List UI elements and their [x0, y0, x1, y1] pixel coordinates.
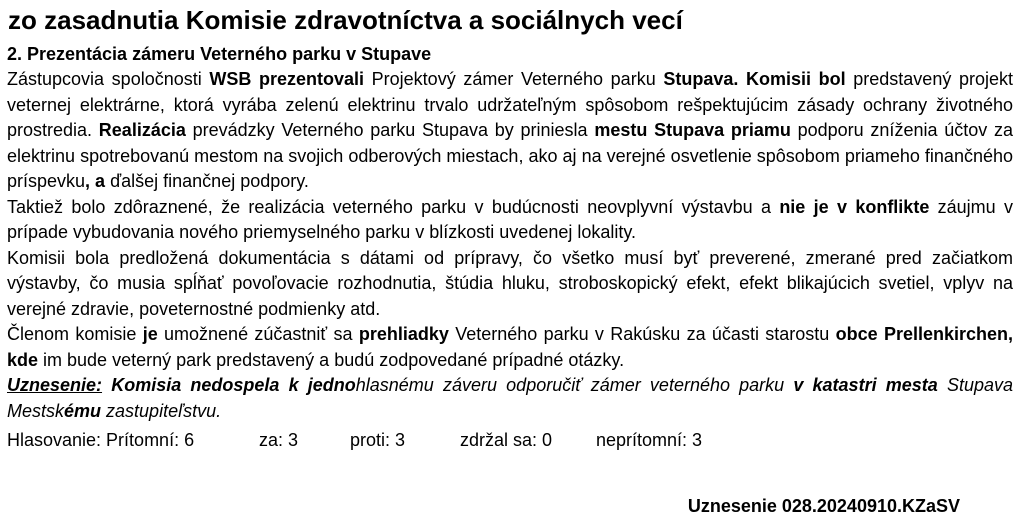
text-run-bold: obce Prellenkirchen, kde — [7, 324, 1013, 370]
text-run: záujmu v prípade vybudovania nového priemyselného parku v blízkosti uvedenej lokality. — [7, 196, 1014, 242]
vote-for: za: 3 — [259, 430, 299, 450]
document-heading: zo zasadnutia Komisie zdravotníctva a sociálnych vecí — [8, 5, 683, 35]
resolution-label: Uznesenie: — [7, 375, 103, 395]
vote-abstain: zdržal sa: 0 — [460, 430, 553, 450]
text-run-bold: nie je v konflikte — [779, 196, 930, 217]
text-run: predstavený projekt veternej elektrárne, ktorá vyrába zelenú elektrinu trvalo udržateľným spôsobom rešpektujúcim zásady ochrany životného prostredia. — [7, 69, 1013, 140]
text-run-bold: mestu Stupava priamu — [594, 120, 791, 140]
text-run-bold: Realizácia — [98, 120, 186, 140]
text-run-bold: ému — [64, 400, 102, 421]
resolution-reference: Uznesenie 028.20240910.KZaSV — [687, 496, 960, 516]
document-page — [7, 0, 1013, 453]
text-run: Stupava Mestsk — [7, 375, 1013, 421]
text-run: Taktiež bolo zdôraznené, že realizácia veterného parku v budúcnosti neovplyvní výstavbu a — [7, 196, 780, 217]
text-run-bold: WSB prezentovali — [209, 69, 365, 89]
text-run-bold: Stupava. Komisii bol — [663, 69, 846, 89]
text-run: Zástupcovia spoločnosti — [7, 69, 210, 89]
text-run-bold: Komisia nedospela k jedno — [111, 375, 356, 395]
resolution-paragraph — [7, 373, 1013, 424]
text-run: im bude veterný park predstavený a budú zodpovedané prípadné otázky. — [38, 349, 625, 370]
text-run: hlasnému záveru odporučiť zámer veterného parku — [355, 375, 794, 395]
vote-against: proti: 3 — [350, 430, 406, 450]
paragraph-documentation: Komisii bola predložená dokumentácia s dátami od prípravy, čo všetko musí byť preverené, zmerané pred začiatkom výstavby, čo musia spĺňať povoľovacie rozhodnutia, štúdia hluku, stroboskopický efekt, efekt blikajúcich svetiel, vplyv na verejné zdravie, poveternostné podmienky atd. — [7, 247, 1013, 319]
text-run-bold: prehliadky — [358, 324, 449, 344]
text-run: umožnené zúčastniť sa — [157, 324, 359, 344]
text-run-bold: v katastri mesta — [793, 375, 938, 395]
text-run: Projektový zámer Veterného parku — [364, 69, 664, 89]
text-run: Veterného parku v Rakúsku za účasti starostu — [448, 324, 836, 344]
text-run: zastupiteľstvu. — [101, 400, 222, 421]
section-title: 2. Prezentácia zámeru Veterného parku v Stupave — [7, 44, 432, 64]
text-run: prevádzky Veterného parku Stupava by priniesla — [185, 120, 595, 140]
vote-present: Hlasovanie: Prítomní: 6 — [7, 430, 195, 450]
text-run: Členom komisie — [7, 324, 143, 344]
paragraph-emphasis — [7, 195, 1013, 246]
text-run: ďalšej finančnej podpory. — [105, 171, 309, 191]
text-run: podporu zníženia účtov za elektrinu spotrebovanú mestom na svojich odberových miestach, ako aj na verejné osvetlenie spôsobom priameho finančného príspevku — [7, 120, 1013, 191]
voting-result — [7, 427, 1013, 453]
paragraph-presentation — [7, 67, 1013, 195]
vote-absent: neprítomní: 3 — [596, 430, 703, 450]
paragraph-visit — [7, 322, 1013, 373]
text-run-bold: , a — [85, 171, 106, 191]
text-run-bold: je — [142, 324, 158, 344]
text-run — [102, 375, 111, 395]
